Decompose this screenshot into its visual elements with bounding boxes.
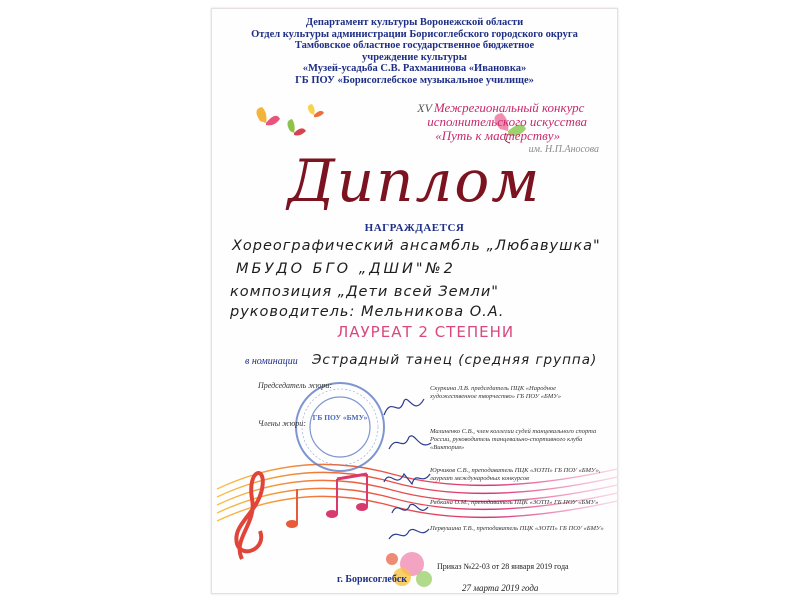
jury-member: Малиненко С.В., член коллегии судей танцевального спорта России, руководитель танцевально-спортивного клуба «Виктория» bbox=[430, 428, 597, 451]
chair-label: Председатель жюри: bbox=[258, 381, 333, 390]
signature bbox=[380, 389, 430, 425]
butterflies-decoration bbox=[250, 101, 330, 151]
official-stamp bbox=[292, 379, 388, 475]
header-line: Тамбовское областное государственное бюджетное bbox=[294, 40, 535, 51]
city: г. Борисоглебск bbox=[337, 574, 408, 585]
butterfly-icon bbox=[256, 107, 280, 125]
signature bbox=[390, 497, 430, 523]
header-line: Отдел культуры администрации Борисоглебского городского округа bbox=[251, 28, 578, 40]
header-line: ГБ ПОУ «Борисоглебское музыкальное училище» bbox=[295, 74, 534, 86]
issuer-header bbox=[212, 17, 617, 86]
header-line: Департамент культуры Воронежской области bbox=[305, 17, 524, 28]
diploma-page bbox=[211, 8, 618, 594]
contest-number: XV bbox=[417, 101, 432, 115]
music-note-icon bbox=[286, 489, 298, 528]
nomination-label: в номинации bbox=[245, 356, 298, 367]
awarded-heading: НАГРАЖДАЕТСЯ bbox=[364, 222, 465, 234]
chair-text: Скуркина Л.В. председатель ПЦК «Народное художественное творчество» ГБ ПОУ «БМУ» bbox=[430, 385, 562, 400]
contest-line: исполнительского искусства bbox=[427, 114, 587, 129]
jury-member: Рябкина О.М., преподаватель ПЦК «ЗОТП» ГБ ПОУ «БМУ» bbox=[430, 499, 599, 506]
header-line: учреждение культуры bbox=[362, 51, 467, 63]
header-line: «Музей-усадьба С.В. Рахманинова «Ивановка» bbox=[302, 63, 527, 74]
contest-line: «Путь к мастерству» bbox=[435, 128, 561, 143]
order-reference: Приказ №22-03 от 28 января 2019 года bbox=[437, 562, 569, 571]
awardee-name: Хореографический ансамбль „Любавушка" bbox=[232, 238, 601, 254]
contest-line: Межрегиональный конкурс bbox=[433, 100, 585, 115]
awardee-composition: композиция „Дети всей Земли" bbox=[230, 284, 499, 300]
members-label: Члены жюри: bbox=[258, 419, 306, 428]
signature bbox=[382, 464, 432, 494]
butterfly-icon bbox=[287, 119, 306, 136]
treble-clef-icon bbox=[236, 473, 262, 559]
awardee-school: МБУДО БГО „ДШИ"№2 bbox=[236, 261, 456, 277]
jury-member: Первушина Т.В., преподаватель ПЦК «ЗОТП» ГБ ПОУ «БМУ» bbox=[430, 525, 604, 532]
issue-date: 27 марта 2019 года bbox=[462, 583, 539, 593]
stamp-text: ГБ ПОУ «БМУ» bbox=[312, 413, 368, 422]
awardee-director: руководитель: Мельникова О.А. bbox=[230, 304, 505, 320]
laureate-degree: ЛАУРЕАТ 2 СТЕПЕНИ bbox=[337, 323, 515, 341]
page-title: Диплом bbox=[287, 147, 542, 215]
signature bbox=[387, 429, 435, 459]
butterfly-icon bbox=[308, 104, 324, 117]
contest-subtitle: им. Н.П.Аносова bbox=[528, 144, 599, 155]
signature bbox=[387, 521, 431, 547]
jury-member: Юрчиков С.В., преподаватель ПЦК «ЗОТП» ГБ ПОУ «БМУ», лауреат международных конкурсов bbox=[430, 467, 601, 482]
nomination-value: Эстрадный танец (средняя группа) bbox=[312, 352, 598, 368]
